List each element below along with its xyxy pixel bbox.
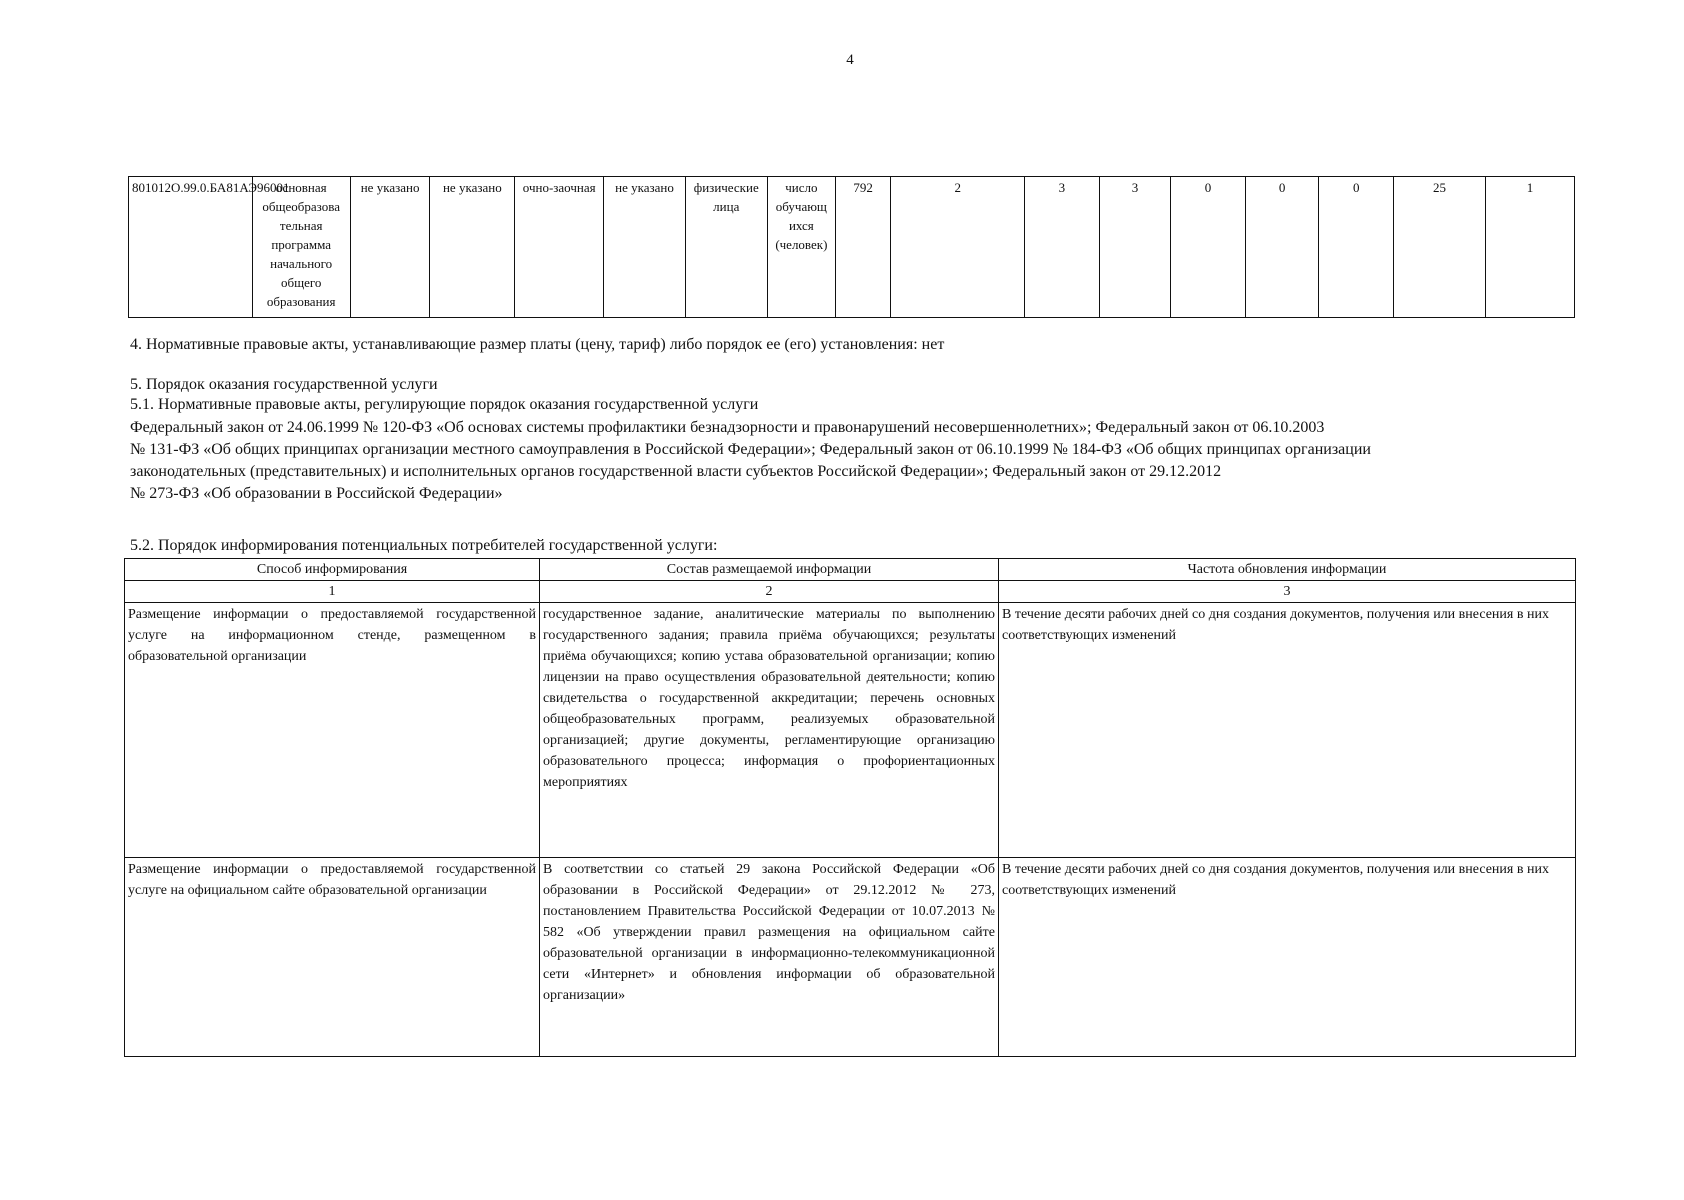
column-number-row bbox=[125, 581, 1576, 603]
section-5-1-body bbox=[130, 417, 1580, 505]
law-line: № 131-ФЗ «Об общих принципах организации местного самоуправления в Российской Федерации»; Федеральный закон от 06.10.1999 № 184-ФЗ «Об общих принципах организации bbox=[130, 441, 1371, 458]
informing-table bbox=[124, 558, 1576, 1057]
section-4-text: 4. Нормативные правовые акты, устанавливающие размер платы (цену, тариф) либо порядок ее (его) установления: нет bbox=[130, 336, 945, 353]
value-cell: 1 bbox=[1485, 177, 1574, 318]
value-cell: 0 bbox=[1171, 177, 1246, 318]
column-header: Частота обновления информации bbox=[999, 559, 1576, 581]
value-cell: 3 bbox=[1025, 177, 1100, 318]
table-cell: не указано bbox=[604, 177, 686, 318]
consumer-cell: физические лица bbox=[685, 177, 767, 318]
value-cell: 25 bbox=[1394, 177, 1486, 318]
law-line: Федеральный закон от 24.06.1999 № 120-ФЗ «Об основах системы профилактики безнадзорности и правонарушений несовершеннолетних»; Федеральный закон от 06.10.2003 bbox=[130, 419, 1325, 436]
column-number: 3 bbox=[999, 581, 1576, 603]
value-cell: 2 bbox=[891, 177, 1025, 318]
table-cell: не указано bbox=[430, 177, 515, 318]
value-cell: 0 bbox=[1319, 177, 1394, 318]
form-cell: очно-заочная bbox=[515, 177, 604, 318]
table-cell: не указано bbox=[350, 177, 430, 318]
column-header: Способ информирования bbox=[125, 559, 540, 581]
content-cell: В соответствии со статьей 29 закона Российской Федерации «Об образовании в Российской Федерации» от 29.12.2012 № 273, постановлением Правительства Российской Федерации от 10.07.2013 № 582 «Об утверждении правил размещения на официальном сайте образовательной организации в информационно-телекоммуникационной сети «Интернет» и обновления информации об образовательной организации» bbox=[540, 858, 999, 1057]
section-5-title: 5. Порядок оказания государственной услуги bbox=[130, 376, 438, 393]
indicator-table bbox=[128, 176, 1575, 318]
column-header: Состав размещаемой информации bbox=[540, 559, 999, 581]
okei-code-cell: 792 bbox=[836, 177, 891, 318]
section-5-2-title: 5.2. Порядок информирования потенциальных потребителей государственной услуги: bbox=[130, 537, 718, 554]
frequency-cell: В течение десяти рабочих дней со дня создания документов, получения или внесения в них соответствующих изменений bbox=[999, 603, 1576, 858]
column-number: 1 bbox=[125, 581, 540, 603]
value-cell: 0 bbox=[1245, 177, 1319, 318]
header-row bbox=[125, 559, 1576, 581]
method-cell: Размещение информации о предоставляемой государственной услуге на информационном стенде, размещенном в образовательной организации bbox=[125, 603, 540, 858]
page-number: 4 bbox=[846, 52, 854, 68]
table-row bbox=[129, 177, 1575, 318]
program-cell: основная общеобразова тельная программа начального общего образования bbox=[252, 177, 350, 318]
content-cell: государственное задание, аналитические материалы по выполнению государственного задания; правила приёма обучающихся; результаты приёма обучающихся; копию устава образовательной организации; копию лицензии на право осуществления образовательной деятельности; копию свидетельства о государственной аккредитации; перечень основных общеобразовательных программ, реализуемых образовательной организацией; другие документы, регламентирующие организацию образовательного процесса; информация о профориентационных мероприятиях bbox=[540, 603, 999, 858]
value-cell: 3 bbox=[1099, 177, 1171, 318]
frequency-cell: В течение десяти рабочих дней со дня создания документов, получения или внесения в них соответствующих изменений bbox=[999, 858, 1576, 1057]
column-number: 2 bbox=[540, 581, 999, 603]
law-line: законодательных (представительных) и исполнительных органов государственной власти субъектов Российской Федерации»; Федеральный закон от 29.12.2012 bbox=[130, 463, 1222, 480]
registry-code-cell: 801012О.99.0.БА81АЭ96001 bbox=[129, 177, 253, 318]
unit-cell: число обучающ ихся (человек) bbox=[767, 177, 835, 318]
table-row bbox=[125, 858, 1576, 1057]
law-line: № 273-ФЗ «Об образовании в Российской Федерации» bbox=[130, 485, 503, 502]
table-row bbox=[125, 603, 1576, 858]
method-cell: Размещение информации о предоставляемой государственной услуге на официальном сайте образовательной организации bbox=[125, 858, 540, 1057]
section-5-1-title: 5.1. Нормативные правовые акты, регулирующие порядок оказания государственной услуги bbox=[130, 396, 759, 413]
